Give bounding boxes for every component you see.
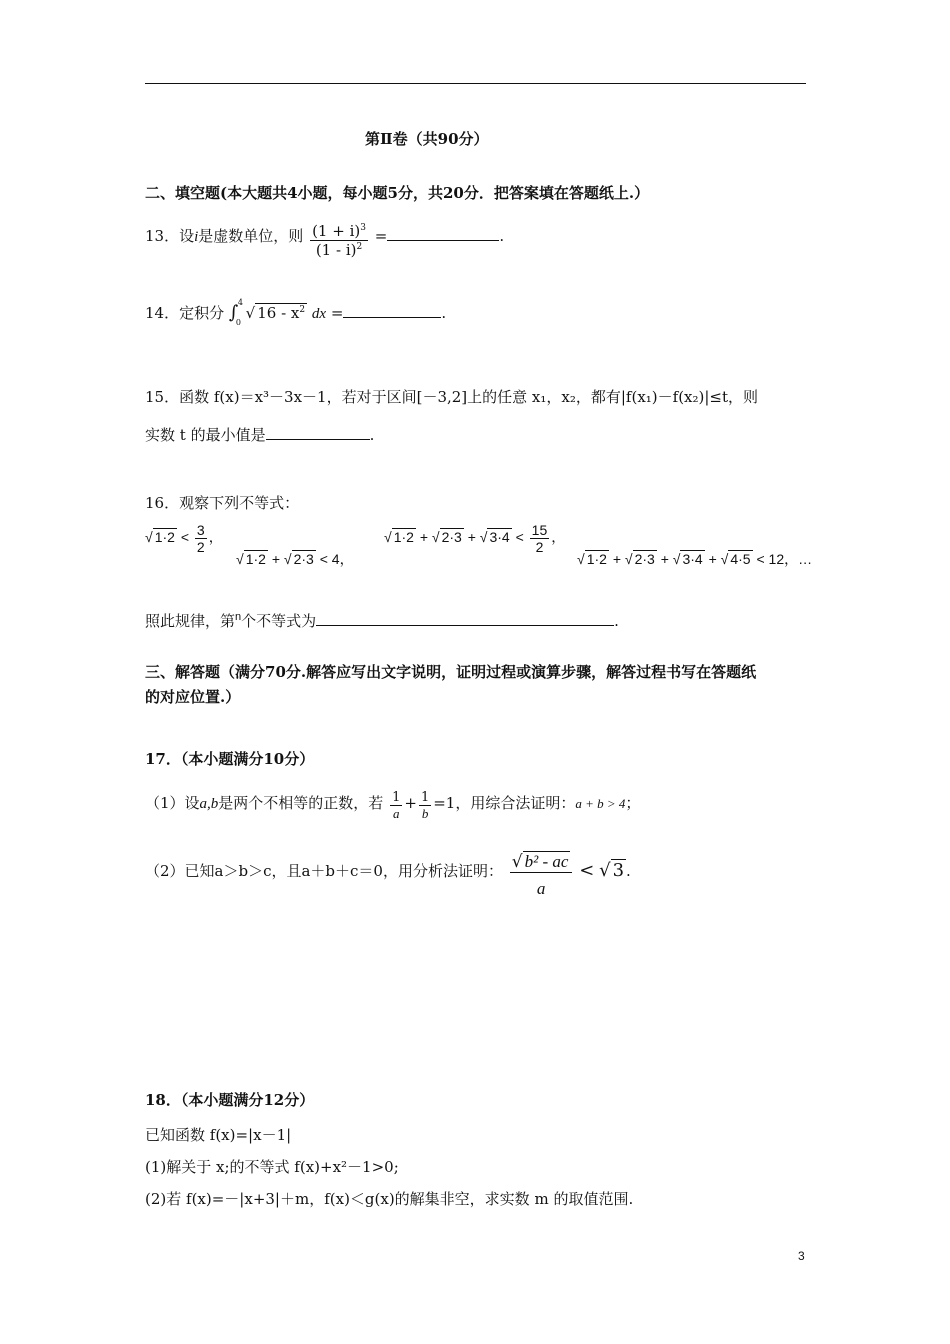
q16-n: n (235, 611, 242, 623)
question-17-part2: （2）已知a＞b＞c，且a＋b＋c＝0，用分析法证明： $\frac{\text{√ b² - ac}}{a}$ < √ 3 . (145, 852, 631, 898)
q17-p2-less-than: < (579, 860, 595, 881)
ineq4-plus-1: + (612, 551, 621, 567)
ineq3-fraction (530, 522, 550, 555)
question-17-title: 17．（本小题满分10分） (145, 750, 315, 768)
ineq1-numerator: 3 (196, 522, 205, 538)
q13-num-exponent: 3 (360, 223, 366, 233)
q17-p2-radicand: b² - ac (524, 852, 569, 871)
ineq4-radicand-3: 3·4 (682, 551, 703, 567)
question-18-part1: (1)解关于 x;的不等式 f(x)+x²－1>0; (145, 1158, 399, 1176)
question-16-title: 16．观察下列不等式： (145, 494, 300, 512)
integral-sign: ∫ 4 0 (228, 298, 243, 327)
ineq3-plus-2: + (467, 529, 476, 546)
q17-p2-fraction: $\frac{\text{√ b² - ac}}{a}$ (510, 852, 573, 899)
q15-period: . (369, 426, 375, 444)
ineq1-less-than: < (180, 529, 189, 546)
q16-rule-text: 个不等式为 (241, 612, 317, 630)
q17-p2-denominator: a (510, 872, 573, 899)
q17-p1-end: ； (625, 794, 641, 812)
ineq1-separator: ， (208, 529, 223, 546)
q16-period: . (614, 612, 619, 630)
ineq1-fraction (195, 522, 207, 555)
q13-imag-unit: i (194, 229, 199, 245)
ineq4-radicand-1: 1·2 (586, 551, 607, 567)
q14-radicand-exp: 2 (299, 305, 306, 315)
q17-p1-condition: =1，用综合法证明： (433, 794, 576, 812)
q17-frac1-num: 1 (392, 790, 401, 805)
ineq4-radicand-2: 2·3 (634, 551, 655, 567)
q14-prefix: 14．定积分 (145, 304, 225, 322)
ineq1-radicand: 1·2 (154, 529, 175, 546)
ineq2-radicand-1: 1·2 (245, 551, 266, 567)
q15-text: 实数 t 的最小值是 (145, 426, 266, 444)
ineq3-plus-1: + (419, 529, 428, 546)
answer-heading-line1: 三、解答题（满分70分.解答应写出文字说明，证明过程或演算步骤，解答过程书写在答题纸 (145, 663, 757, 681)
answer-heading-line2: 的对应位置.） (145, 688, 241, 706)
q17-frac2-den: b (419, 805, 431, 822)
q17-p2-rhs: 3 (612, 860, 625, 881)
ineq3-separator: ， (551, 529, 566, 546)
ineq2-radicand-2: 2·3 (293, 551, 314, 567)
q14-upper-limit: 4 (237, 298, 243, 307)
q14-radicand: 16 - x (257, 304, 300, 322)
q17-frac-1-over-a (390, 790, 402, 822)
inequality-1: √ 1·2 < $\frac{3}{2}$ ， (145, 522, 223, 555)
ineq4-radicand-4: 4·5 (730, 551, 751, 567)
ineq3-radicand-2: 2·3 (441, 529, 462, 546)
q17-plus: + (404, 794, 417, 812)
q16-answer-blank (316, 611, 614, 626)
fill-in-heading: 二、填空题(本大题共4小题，每小题5分，共20分．把答案填在答题纸上.） (145, 184, 650, 202)
question-15-line2 (145, 424, 374, 445)
q13-text: 是虚数单位，则 (198, 227, 304, 245)
question-18-given: 已知函数 f(x)=|x－1| (145, 1126, 292, 1144)
q13-denominator: (1 - i) (315, 241, 357, 259)
question-18-title: 18．（本小题满分12分） (145, 1091, 315, 1109)
q15-answer-blank (266, 425, 370, 440)
question-17-part1 (145, 790, 640, 822)
q14-lower-limit: 0 (235, 318, 241, 327)
header-rule (145, 83, 806, 84)
q13-period: . (499, 227, 505, 245)
q17-p1-vars: a,b (199, 796, 219, 812)
q13-prefix: 13．设 (145, 227, 195, 245)
q17-p2-end: . (626, 862, 631, 880)
section-title: 第Ⅱ卷（共90分） (365, 130, 489, 148)
q16-rule-prefix: 照此规律，第 (145, 612, 236, 630)
q17-frac-1-over-b (419, 790, 431, 822)
inequality-3: √ 1·2 + √ 2·3 + √ 3·4 < $\frac{15}{2}$ ， (384, 522, 566, 555)
ineq1-denominator: 2 (196, 539, 205, 555)
ineq3-less-than: < (515, 529, 524, 546)
q14-dx: dx (311, 306, 327, 322)
ineq3-denominator: 2 (530, 538, 550, 555)
q13-fraction (310, 222, 368, 259)
page-number: 3 (798, 1249, 805, 1263)
q13-equals: = (374, 227, 388, 245)
ineq3-numerator: 15 (531, 522, 548, 538)
q13-answer-blank (387, 226, 499, 241)
q17-p1-prefix: （1）设 (145, 794, 200, 812)
q13-den-exponent: 2 (356, 242, 363, 252)
question-13 (145, 222, 504, 259)
ineq2-rhs: < 4 (319, 551, 340, 567)
q14-sqrt: √ $16 - x^2$ (245, 304, 306, 322)
q17-frac2-num: 1 (420, 790, 430, 805)
q13-numerator: (1 + i) (312, 222, 361, 240)
q17-p1-goal: a + b > 4 (575, 796, 626, 811)
question-15-line1: 15．函数 f(x)＝x³－3x－1，若对于区间[－3,2]上的任意 x₁，x₂，都有|f(x₁)－f(x₂)|≤t，则 (145, 388, 759, 406)
q17-p2-text: （2）已知a＞b＞c，且a＋b＋c＝0，用分析法证明： (145, 862, 503, 880)
q14-answer-blank (343, 303, 441, 318)
ineq2-plus: + (271, 551, 280, 567)
ineq4-plus-3: + (708, 551, 717, 567)
inequality-4: √ 1·2 + √ 2·3 + √ 3·4 + √ 4·5 < 12，… (577, 551, 813, 567)
ineq4-separator: ，… (784, 551, 813, 567)
q17-frac1-den: a (390, 805, 402, 822)
question-14 (145, 298, 447, 327)
ineq4-rhs: < 12 (756, 551, 785, 567)
ineq4-plus-2: + (660, 551, 669, 567)
q14-equals: = (330, 304, 344, 322)
question-16-rule (145, 610, 619, 631)
inequality-2: √ 1·2 + √ 2·3 < 4， (236, 551, 354, 567)
question-18-part2: (2)若 f(x)=－|x+3|＋m，f(x)＜g(x)的解集非空，求实数 m 的取值范围. (145, 1190, 634, 1208)
ineq3-radicand-1: 1·2 (393, 529, 414, 546)
ineq3-radicand-3: 3·4 (489, 529, 510, 546)
ineq2-separator: ， (339, 551, 354, 567)
q14-period: . (441, 304, 447, 322)
q17-p1-text: 是两个不相等的正数，若 (218, 794, 384, 812)
